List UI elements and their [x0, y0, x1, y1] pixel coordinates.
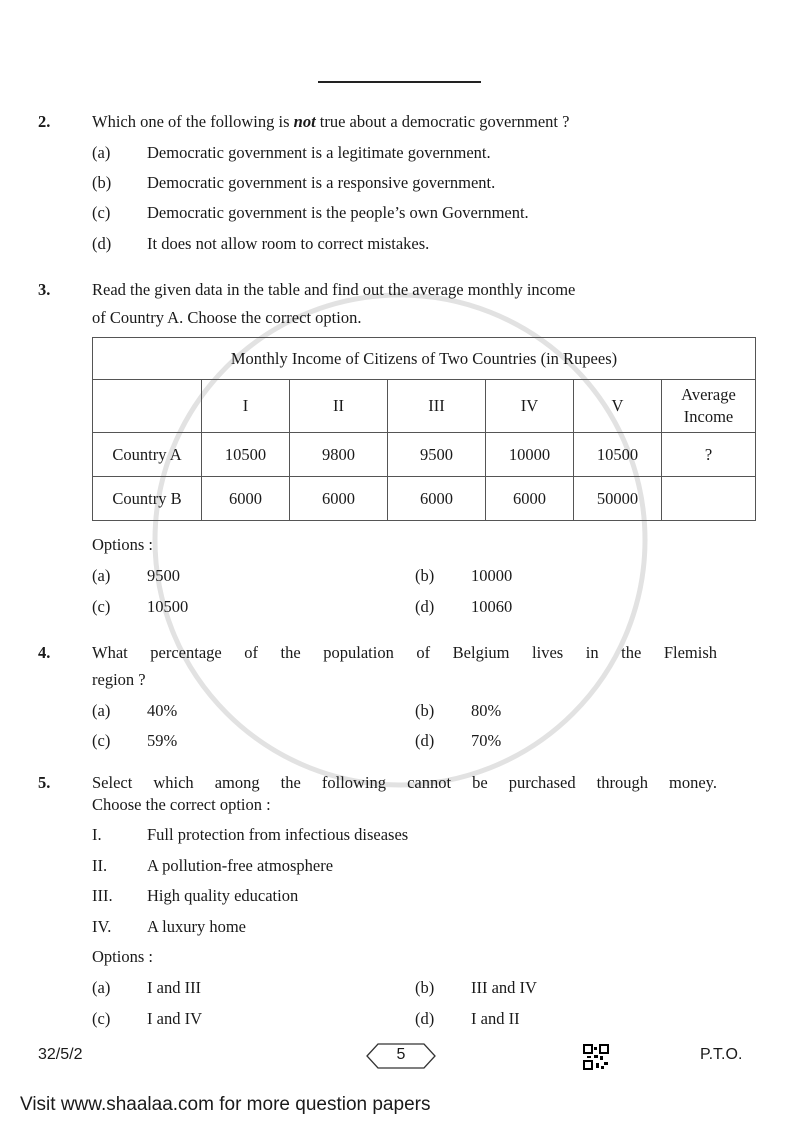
table-cell: 10500	[574, 433, 662, 477]
option-label: (d)	[92, 234, 112, 253]
table-cell: Country A	[93, 433, 202, 477]
question-number: 3.	[38, 280, 51, 299]
question-text: Read the given data in the table and find out the average monthly income	[92, 280, 576, 299]
paper-code: 32/5/2	[38, 1046, 83, 1063]
statement-label: I.	[92, 825, 102, 844]
question-text: What percentage of the population of Belgium lives in the Flemish	[92, 643, 717, 662]
option-text: 10500	[147, 597, 189, 616]
table-cell: I	[202, 380, 290, 433]
question-number: 2.	[38, 112, 51, 131]
option-text: 70%	[471, 731, 502, 750]
statement-label: IV.	[92, 917, 112, 936]
table-cell: 9800	[290, 433, 388, 477]
question-number: 4.	[38, 643, 51, 662]
options-label: Options :	[92, 535, 153, 554]
pto-text: P.T.O.	[700, 1046, 743, 1063]
option-label: (a)	[92, 566, 111, 585]
option-label: (d)	[415, 1009, 435, 1028]
option-text: 10000	[471, 566, 513, 585]
statement-label: II.	[92, 856, 108, 875]
option-label: (b)	[92, 173, 112, 192]
table-cell: 6000	[290, 477, 388, 521]
statement-text: Full protection from infectious diseases	[147, 825, 409, 844]
table-cell	[662, 477, 756, 521]
question-emphasis: not	[293, 112, 316, 131]
option-label: (b)	[415, 978, 435, 997]
table-title: Monthly Income of Citizens of Two Countries (in Rupees)	[93, 338, 756, 380]
option-label: (a)	[92, 701, 111, 720]
statement-text: A pollution-free atmosphere	[147, 856, 334, 875]
visit-link[interactable]: Visit www.shaalaa.com for more question papers	[20, 1094, 431, 1115]
option-label: (c)	[92, 203, 111, 222]
question-text: of Country A. Choose the correct option.	[92, 308, 362, 327]
option-text: 9500	[147, 566, 180, 585]
options-label: Options :	[92, 947, 153, 966]
table-cell: V	[574, 380, 662, 433]
option-text: I and IV	[147, 1009, 202, 1028]
option-label: (b)	[415, 566, 435, 585]
top-rule	[318, 81, 481, 83]
statement-label: III.	[92, 886, 113, 905]
question-text	[92, 112, 569, 132]
option-text: 80%	[471, 701, 502, 720]
table-cell: 6000	[202, 477, 290, 521]
question-text: Select which among the following cannot be purchased through money.	[92, 773, 717, 792]
question-text-part: true about a democratic government ?	[315, 112, 570, 131]
option-label: (b)	[415, 701, 435, 720]
table-cell: II	[290, 380, 388, 433]
option-text: 59%	[147, 731, 178, 750]
option-text: III and IV	[471, 978, 537, 997]
option-text: 10060	[471, 597, 513, 616]
table-cell: Country B	[93, 477, 202, 521]
option-label: (c)	[92, 597, 111, 616]
question-text: Choose the correct option :	[92, 795, 271, 814]
table-cell: Average Income	[662, 380, 756, 433]
option-label: (d)	[415, 731, 435, 750]
statement-text: High quality education	[147, 886, 299, 905]
table-cell: 6000	[486, 477, 574, 521]
option-text: I and II	[471, 1009, 520, 1028]
option-text: Democratic government is the people’s own Government.	[147, 203, 529, 222]
option-text: I and III	[147, 978, 202, 997]
table-cell: 50000	[574, 477, 662, 521]
option-label: (c)	[92, 1009, 111, 1028]
question-text: region ?	[92, 670, 146, 689]
table-cell: 9500	[388, 433, 486, 477]
table-cell: 6000	[388, 477, 486, 521]
table-cell: IV	[486, 380, 574, 433]
question-number: 5.	[38, 773, 51, 792]
option-label: (c)	[92, 731, 111, 750]
option-text: It does not allow room to correct mistakes.	[147, 234, 430, 253]
qr-code-icon	[583, 1044, 609, 1070]
income-table	[92, 337, 756, 521]
table-cell: 10500	[202, 433, 290, 477]
option-text: 40%	[147, 701, 178, 720]
table-cell: III	[388, 380, 486, 433]
question-text-part: Which one of the following is	[92, 112, 294, 131]
option-text: Democratic government is a responsive government.	[147, 173, 496, 192]
option-label: (d)	[415, 597, 435, 616]
option-label: (a)	[92, 143, 111, 162]
table-cell: 10000	[486, 433, 574, 477]
option-text: Democratic government is a legitimate government.	[147, 143, 491, 162]
page-number: 5	[396, 1046, 406, 1063]
table-cell	[93, 380, 202, 433]
statement-text: A luxury home	[147, 917, 246, 936]
table-cell: ?	[662, 433, 756, 477]
option-label: (a)	[92, 978, 111, 997]
